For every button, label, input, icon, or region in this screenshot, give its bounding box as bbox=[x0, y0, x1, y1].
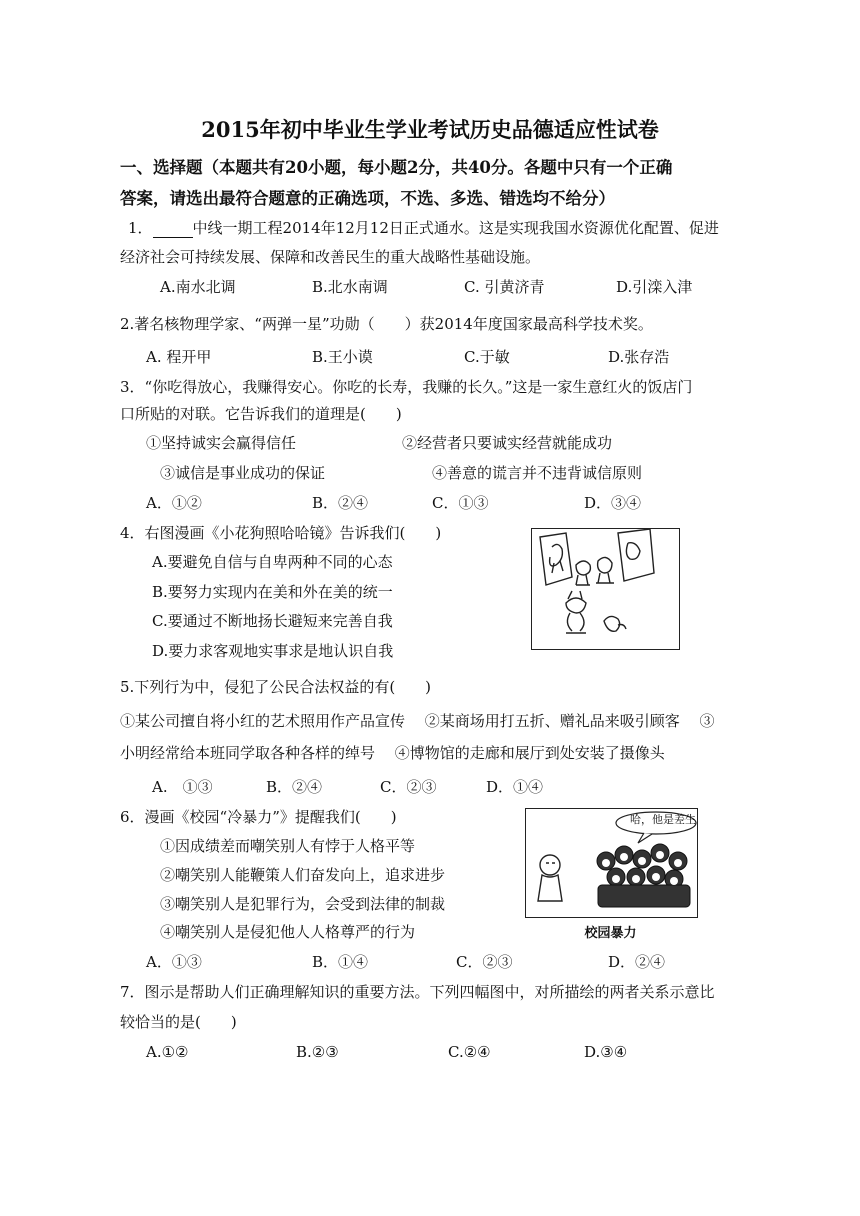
question-7-line1: 7．图示是帮助人们正确理解知识的重要方法。下列四幅图中，对所描绘的两者关系示意比 bbox=[120, 983, 715, 1001]
mirror-cartoon-drawing bbox=[532, 529, 679, 649]
q7-option-c: C.②④ bbox=[448, 1043, 491, 1061]
q3-item-1: ①坚持诚实会赢得信任 bbox=[146, 434, 297, 452]
q1-option-a: A.南水北调 bbox=[160, 278, 236, 296]
q3-option-c: C．①③ bbox=[432, 494, 489, 512]
q2-option-d: D.张存浩 bbox=[608, 348, 670, 366]
q4-option-a: A.要避免自信与自卑两种不同的心态 bbox=[152, 553, 393, 571]
q1-option-d: D.引滦入津 bbox=[616, 278, 693, 296]
q7-option-a: A.①② bbox=[146, 1043, 189, 1061]
q2-option-c: C.于敏 bbox=[464, 348, 510, 366]
q4-option-c: C.要通过不断地扬长避短来完善自我 bbox=[152, 612, 393, 630]
q6-option-d: D．②④ bbox=[608, 953, 666, 971]
q4-option-d: D.要力求客观地实事求是地认识自我 bbox=[152, 642, 394, 660]
q5-option-d: D．①④ bbox=[486, 778, 544, 796]
q5-option-c: C．②③ bbox=[380, 778, 437, 796]
section-heading-line1: 一、选择题（本题共有20小题，每小题2分，共40分。各题中只有一个正确 bbox=[120, 158, 673, 177]
q3-item-3: ③诚信是事业成功的保证 bbox=[160, 464, 326, 482]
question-text: 中线一期工程2014年12月12日正式通水。这是实现我国水资源优化配置、促进 bbox=[192, 219, 719, 237]
q6-option-a: A．①③ bbox=[146, 953, 202, 971]
page-title: 2015年初中毕业生学业考试历史品德适应性试卷 bbox=[201, 117, 659, 142]
question-1-line1 bbox=[128, 218, 719, 238]
q2-option-b: B.王小谟 bbox=[312, 348, 373, 366]
q1-option-c: C. 引黄济青 bbox=[464, 278, 545, 296]
q7-option-d: D.③④ bbox=[584, 1043, 628, 1061]
question-3-line2: 口所贴的对联。它告诉我们的道理是( ) bbox=[120, 405, 402, 423]
q3-item-2: ②经营者只要诚实经营就能成功 bbox=[402, 434, 613, 452]
mirror-cartoon-image bbox=[531, 528, 680, 650]
q3-option-a: A．①② bbox=[146, 494, 202, 512]
q6-option-b: B．①④ bbox=[312, 953, 369, 971]
q6-item-2: ②嘲笑别人能鞭策人们奋发向上，追求进步 bbox=[160, 866, 446, 884]
question-3-line1: 3．“你吃得放心，我赚得安心。你吃的长寿，我赚的长久。”这是一家生意红火的饭店门 bbox=[120, 378, 693, 396]
q3-item-4: ④善意的谎言并不违背诚信原则 bbox=[432, 464, 643, 482]
cartoon-caption: 校园暴力 bbox=[584, 926, 637, 941]
q1-option-b: B.北水南调 bbox=[312, 278, 388, 296]
question-4-stem: 4．右图漫画《小花狗照哈哈镜》告诉我们( ) bbox=[120, 524, 442, 542]
q6-item-4: ④嘲笑别人是侵犯他人人格尊严的行为 bbox=[160, 923, 416, 941]
q7-option-b: B.②③ bbox=[296, 1043, 339, 1061]
q3-option-b: B．②④ bbox=[312, 494, 369, 512]
q5-option-a: A. ①③ bbox=[152, 778, 213, 796]
q3-option-d: D．③④ bbox=[584, 494, 642, 512]
question-6-stem: 6．漫画《校园“冷暴力”》提醒我们( ) bbox=[120, 808, 397, 826]
question-7-line2: 较恰当的是( ) bbox=[120, 1013, 237, 1031]
question-5-line2: 小明经常给本班同学取各种各样的绰号 ④博物馆的走廊和展厅到处安装了摄像头 bbox=[120, 744, 665, 762]
answer-blank bbox=[153, 223, 193, 238]
speech-bubble-text: 哈，他是差生 bbox=[630, 813, 696, 826]
question-5-stem: 5.下列行为中，侵犯了公民合法权益的有( ) bbox=[120, 678, 432, 696]
q6-option-c: C．②③ bbox=[456, 953, 513, 971]
q5-option-b: B．②④ bbox=[266, 778, 323, 796]
q2-option-a: A. 程开甲 bbox=[146, 348, 212, 366]
q6-item-3: ③嘲笑别人是犯罪行为，会受到法律的制裁 bbox=[160, 895, 446, 913]
question-1-line2: 经济社会可持续发展、保障和改善民生的重大战略性基础设施。 bbox=[120, 248, 541, 266]
q6-item-1: ①因成绩差而嘲笑别人有悖于人格平等 bbox=[160, 837, 416, 855]
question-5-line1: ①某公司擅自将小红的艺术照用作产品宣传 ②某商场用打五折、赠礼品来吸引顾客 ③ bbox=[120, 712, 715, 730]
q4-option-b: B.要努力实现内在美和外在美的统一 bbox=[152, 583, 393, 601]
campus-violence-cartoon-image bbox=[525, 808, 698, 918]
question-2-stem: 2.著名核物理学家、“两弹一星”功勋（ ）获2014年度国家最高科学技术奖。 bbox=[120, 315, 653, 333]
question-number: 1． bbox=[128, 219, 153, 237]
section-heading-line2: 答案，请选出最符合题意的正确选项，不选、多选、错选均不给分） bbox=[120, 189, 615, 208]
